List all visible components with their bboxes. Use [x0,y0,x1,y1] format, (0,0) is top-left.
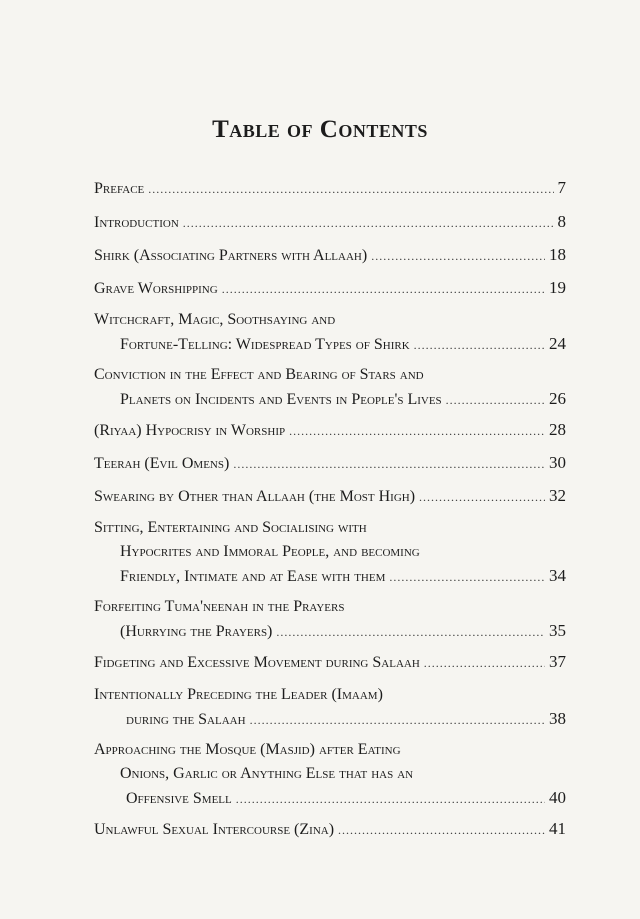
toc-page-number: 40 [549,788,566,807]
dot-leader [424,651,545,675]
toc-entry [94,595,566,644]
toc-entry [94,451,566,476]
toc-page-number: 8 [557,212,566,231]
toc-entry-line [94,564,566,589]
toc-page-number: 26 [549,389,566,408]
toc-entry-title: Witchcraft, Magic, Soothsaying and [94,311,336,328]
toc-entry-title: Grave Worshipping [94,280,218,297]
toc-entry-line [94,762,566,786]
toc-page-number: 35 [549,621,566,640]
toc-entry-title: Approaching the Mosque (Masjid) after Eating [94,741,401,758]
toc-entry [94,363,566,412]
dot-leader [414,333,545,357]
toc-page-number: 28 [549,420,566,439]
toc-page-number: 7 [557,178,566,197]
toc-entry-title: Preface [94,180,145,197]
toc-page-number: 37 [549,652,566,671]
toc-entry-line [94,276,566,301]
toc-page-number: 18 [549,245,566,264]
toc-entry [94,176,566,201]
toc-entry-title: Shirk (Associating Partners with Allaah) [94,247,368,264]
toc-entry-line [94,683,566,707]
toc-entry-title: Fidgeting and Excessive Movement during Salaah [94,654,420,671]
toc-entry-title: Unlawful Sexual Intercourse (Zina) [94,821,335,838]
toc-entry-title: Fortune-Telling: Widespread Types of Shirk [120,336,410,353]
toc-entry-line [94,738,566,762]
toc-entry-line [94,308,566,332]
toc-page-number: 19 [549,278,566,297]
dot-leader [446,388,545,412]
toc-entry-line [94,387,566,412]
page-title: Table of Contents [212,116,428,143]
dot-leader [233,452,545,476]
toc-entry-title: Planets on Incidents and Events in People's Lives [120,391,442,408]
toc-entry [94,484,566,509]
dot-leader [338,818,545,842]
toc-entry-line [94,516,566,540]
toc-entry [94,817,566,842]
toc-entry [94,243,566,268]
toc-entry-line [94,332,566,357]
toc-page-number: 41 [549,819,566,838]
toc-page-number: 30 [549,453,566,472]
toc-entry [94,650,566,675]
toc-entry-title: Sitting, Entertaining and Socialising with [94,519,367,536]
dot-leader [236,787,545,811]
toc-entry-title: during the Salaah [126,711,246,728]
dot-leader [371,244,545,268]
dot-leader [148,177,553,201]
toc-entry-line [94,650,566,675]
toc-entry [94,308,566,357]
toc-page-number: 24 [549,334,566,353]
toc-entry-title: Introduction [94,214,179,231]
toc-entry-title: Onions, Garlic or Anything Else that has an [120,765,414,782]
dot-leader [389,565,545,589]
toc-entry-line [94,595,566,619]
dot-leader [183,211,554,235]
toc-entry-line [94,210,566,235]
toc-entry-line [94,451,566,476]
toc-entry-title: Conviction in the Effect and Bearing of Stars and [94,366,424,383]
toc-entry-title: (Hurrying the Prayers) [120,623,273,640]
toc-page-number: 34 [549,566,566,585]
toc-entry-title: Forfeiting Tuma'neenah in the Prayers [94,598,345,615]
toc-entry-title: (Riyaa) Hypocrisy in Worship [94,422,286,439]
toc-page-number: 32 [549,486,566,505]
dot-leader [276,620,545,644]
toc-entry [94,418,566,443]
toc-entry-line [94,484,566,509]
toc-entry [94,516,566,589]
toc-entry-title: Hypocrites and Immoral People, and becoming [120,543,420,560]
toc-entry [94,276,566,301]
toc-entry-line [94,243,566,268]
dot-leader [250,708,545,732]
toc-entry-title: Teerah (Evil Omens) [94,455,230,472]
toc-entry-line [94,540,566,564]
toc-entry-title: Swearing by Other than Allaah (the Most High) [94,488,416,505]
toc-entry [94,210,566,235]
toc-entry-line [94,786,566,811]
toc-entry-line [94,619,566,644]
toc-entry [94,683,566,732]
toc-entry-line [94,707,566,732]
dot-leader [419,485,545,509]
toc-entry-title: Friendly, Intimate and at Ease with them [120,568,386,585]
toc-entry-line [94,817,566,842]
dot-leader [289,419,545,443]
toc-entry-title: Offensive Smell [126,790,232,807]
toc-entry-title: Intentionally Preceding the Leader (Imaam) [94,686,383,703]
toc-entry-line [94,418,566,443]
toc-page-number: 38 [549,709,566,728]
dot-leader [222,277,545,301]
toc-entry-line [94,363,566,387]
toc-entry-line [94,176,566,201]
toc-entry [94,738,566,811]
